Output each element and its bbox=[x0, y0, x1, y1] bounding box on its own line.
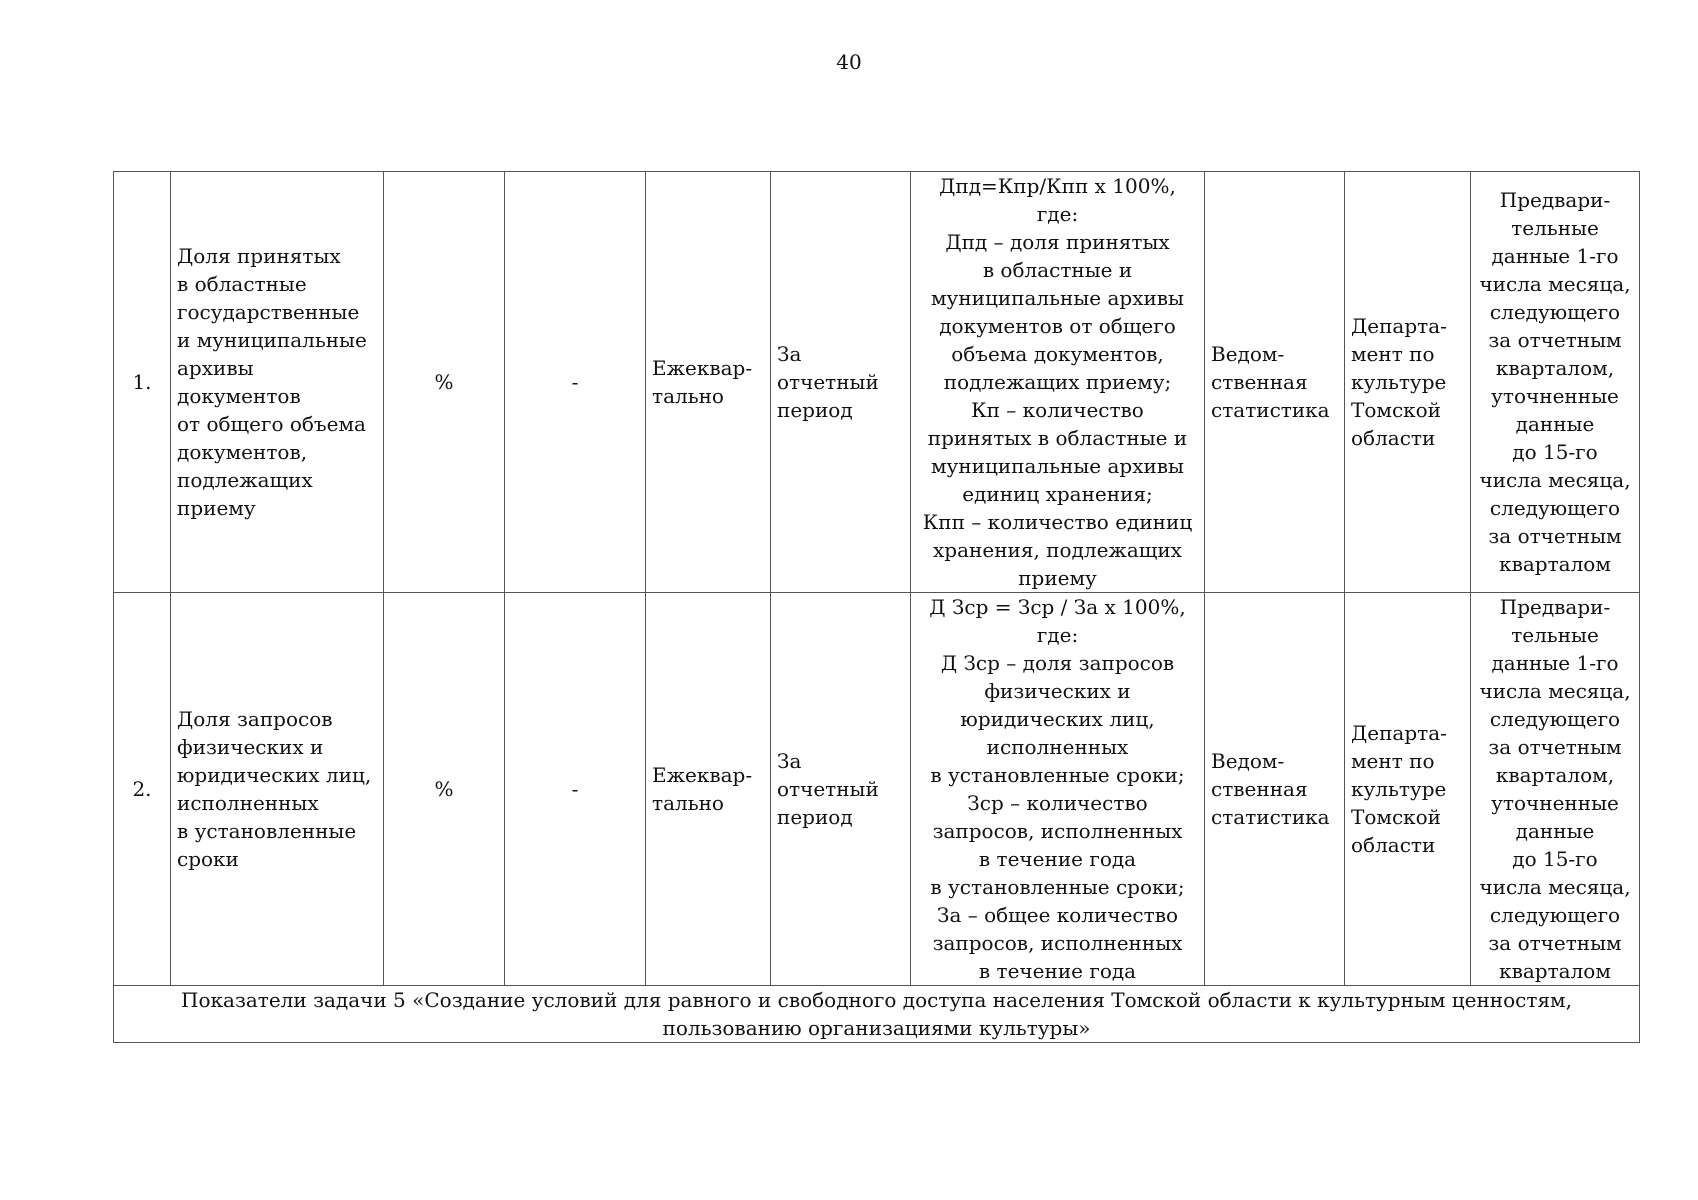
reporting-period bbox=[771, 593, 911, 986]
row-number: 1. bbox=[114, 172, 171, 593]
frequency bbox=[646, 172, 771, 593]
reporting-period-text: За отчетный период bbox=[777, 749, 879, 829]
task-caption-row bbox=[114, 986, 1640, 1043]
reporting-period-text: За отчетный период bbox=[777, 342, 879, 422]
calculation-formula bbox=[911, 593, 1205, 986]
indicator-name bbox=[171, 593, 384, 986]
table-row bbox=[114, 172, 1640, 593]
data-timing-text: Предвари- тельные данные 1-го числа месяца, следующего за отчетным кварталом, уточненные данные до 15-го числа месяца, следующего за отчетным кварталом bbox=[1479, 595, 1631, 983]
frequency bbox=[646, 593, 771, 986]
data-source-text: Ведом- ственная статистика bbox=[1211, 342, 1330, 422]
responsible-department bbox=[1345, 172, 1471, 593]
responsible-department bbox=[1345, 593, 1471, 986]
reporting-period bbox=[771, 172, 911, 593]
frequency-text: Ежеквар- тально bbox=[652, 763, 753, 815]
empty-value-dash: - bbox=[505, 593, 646, 986]
unit-of-measure: % bbox=[384, 593, 505, 986]
indicators-table bbox=[113, 171, 1640, 1043]
responsible-department-text: Департа- мент по культуре Томской области bbox=[1351, 721, 1447, 857]
calculation-formula-text: Дпд=Кпр/Кпп х 100%, где: Дпд – доля принятых в областные и муниципальные архивы документов от общего объема документов, подлежащих приему; Кп – количество принятых в областные и муниципальные архивы единиц хранения; Кпп – количество единиц хранения, подлежащих приему bbox=[922, 174, 1193, 590]
data-source bbox=[1205, 593, 1345, 986]
calculation-formula-text: Д Зср = Зср / За х 100%, где: Д Зср – доля запросов физических и юридических лиц, исполненных в установленные сроки; Зср – количество запросов, исполненных в течение года в установленные сроки; За – общее количество запросов, исполненных в течение года bbox=[929, 595, 1186, 983]
indicator-name-text: Доля запросов физических и юридических лиц, исполненных в установленные сроки bbox=[177, 707, 372, 871]
data-timing bbox=[1471, 593, 1640, 986]
data-timing-text: Предвари- тельные данные 1-го числа месяца, следующего за отчетным кварталом, уточненные данные до 15-го числа месяца, следующего за отчетным кварталом bbox=[1479, 188, 1631, 576]
task-caption: Показатели задачи 5 «Создание условий для равного и свободного доступа населения Томской области к культурным ценностям, пользованию организациями культуры» bbox=[114, 986, 1640, 1043]
indicator-name bbox=[171, 172, 384, 593]
unit-of-measure: % bbox=[384, 172, 505, 593]
data-source bbox=[1205, 172, 1345, 593]
empty-value-dash: - bbox=[505, 172, 646, 593]
responsible-department-text: Департа- мент по культуре Томской области bbox=[1351, 314, 1447, 450]
indicator-name-text: Доля принятых в областные государственные и муниципальные архивы документов от общего объема документов, подлежащих приему bbox=[177, 244, 367, 520]
data-source-text: Ведом- ственная статистика bbox=[1211, 749, 1330, 829]
row-number: 2. bbox=[114, 593, 171, 986]
table-row bbox=[114, 593, 1640, 986]
calculation-formula bbox=[911, 172, 1205, 593]
page-number: 40 bbox=[836, 50, 862, 74]
frequency-text: Ежеквар- тально bbox=[652, 356, 753, 408]
data-timing bbox=[1471, 172, 1640, 593]
